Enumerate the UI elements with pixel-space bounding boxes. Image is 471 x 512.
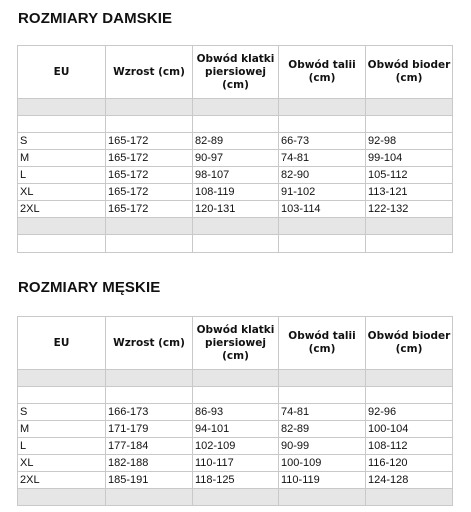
table-row	[18, 455, 453, 472]
cell-height: 185-191	[106, 472, 193, 489]
cell-waist: 90-99	[279, 438, 366, 455]
cell-hips: 92-96	[366, 404, 453, 421]
cell-size: S	[18, 133, 106, 150]
header-height: Wzrost (cm)	[106, 317, 193, 370]
cell-chest: 82-89	[193, 133, 279, 150]
cell-size: M	[18, 421, 106, 438]
cell-size: L	[18, 438, 106, 455]
spacer-row	[18, 387, 453, 404]
cell-hips: 108-112	[366, 438, 453, 455]
cell-waist: 82-89	[279, 421, 366, 438]
header-chest: Obwód klatki piersiowej (cm)	[193, 317, 279, 370]
cell-hips: 99-104	[366, 150, 453, 167]
cell-chest: 94-101	[193, 421, 279, 438]
spacer-row	[18, 99, 453, 116]
cell-hips: 92-98	[366, 133, 453, 150]
cell-size: XL	[18, 184, 106, 201]
cell-height: 165-172	[106, 133, 193, 150]
cell-height: 165-172	[106, 150, 193, 167]
cell-chest: 118-125	[193, 472, 279, 489]
table-row	[18, 472, 453, 489]
cell-hips: 100-104	[366, 421, 453, 438]
table-row	[18, 133, 453, 150]
cell-size: M	[18, 150, 106, 167]
header-eu: EU	[18, 46, 106, 99]
table-header-row	[18, 46, 453, 99]
cell-size: 2XL	[18, 472, 106, 489]
women-size-table	[17, 45, 453, 253]
cell-chest: 90-97	[193, 150, 279, 167]
cell-waist: 74-81	[279, 150, 366, 167]
cell-height: 165-172	[106, 184, 193, 201]
spacer-row	[18, 235, 453, 253]
cell-size: S	[18, 404, 106, 421]
cell-waist: 91-102	[279, 184, 366, 201]
cell-waist: 66-73	[279, 133, 366, 150]
cell-waist: 110-119	[279, 472, 366, 489]
spacer-row	[18, 116, 453, 133]
cell-waist: 82-90	[279, 167, 366, 184]
men-section-title: ROZMIARY MĘSKIE	[18, 279, 161, 296]
men-size-table	[17, 316, 453, 506]
header-height: Wzrost (cm)	[106, 46, 193, 99]
table-row	[18, 438, 453, 455]
cell-size: 2XL	[18, 201, 106, 218]
cell-hips: 124-128	[366, 472, 453, 489]
cell-chest: 110-117	[193, 455, 279, 472]
table-row	[18, 421, 453, 438]
cell-height: 165-172	[106, 167, 193, 184]
cell-hips: 122-132	[366, 201, 453, 218]
table-row	[18, 150, 453, 167]
cell-waist: 100-109	[279, 455, 366, 472]
spacer-row	[18, 370, 453, 387]
table-row	[18, 167, 453, 184]
cell-chest: 86-93	[193, 404, 279, 421]
cell-chest: 98-107	[193, 167, 279, 184]
cell-chest: 108-119	[193, 184, 279, 201]
cell-hips: 116-120	[366, 455, 453, 472]
cell-chest: 120-131	[193, 201, 279, 218]
header-hips: Obwód bioder (cm)	[366, 46, 453, 99]
cell-height: 182-188	[106, 455, 193, 472]
cell-size: L	[18, 167, 106, 184]
cell-height: 177-184	[106, 438, 193, 455]
header-waist: Obwód talii (cm)	[279, 317, 366, 370]
cell-hips: 113-121	[366, 184, 453, 201]
cell-height: 166-173	[106, 404, 193, 421]
cell-waist: 103-114	[279, 201, 366, 218]
table-header-row	[18, 317, 453, 370]
header-hips: Obwód bioder (cm)	[366, 317, 453, 370]
table-row	[18, 201, 453, 218]
header-waist: Obwód talii (cm)	[279, 46, 366, 99]
cell-height: 165-172	[106, 201, 193, 218]
table-row	[18, 404, 453, 421]
header-chest: Obwód klatki piersiowej (cm)	[193, 46, 279, 99]
cell-height: 171-179	[106, 421, 193, 438]
cell-chest: 102-109	[193, 438, 279, 455]
women-section-title: ROZMIARY DAMSKIE	[18, 10, 173, 27]
spacer-row	[18, 218, 453, 235]
table-row	[18, 184, 453, 201]
cell-hips: 105-112	[366, 167, 453, 184]
header-eu: EU	[18, 317, 106, 370]
cell-waist: 74-81	[279, 404, 366, 421]
spacer-row	[18, 489, 453, 506]
cell-size: XL	[18, 455, 106, 472]
